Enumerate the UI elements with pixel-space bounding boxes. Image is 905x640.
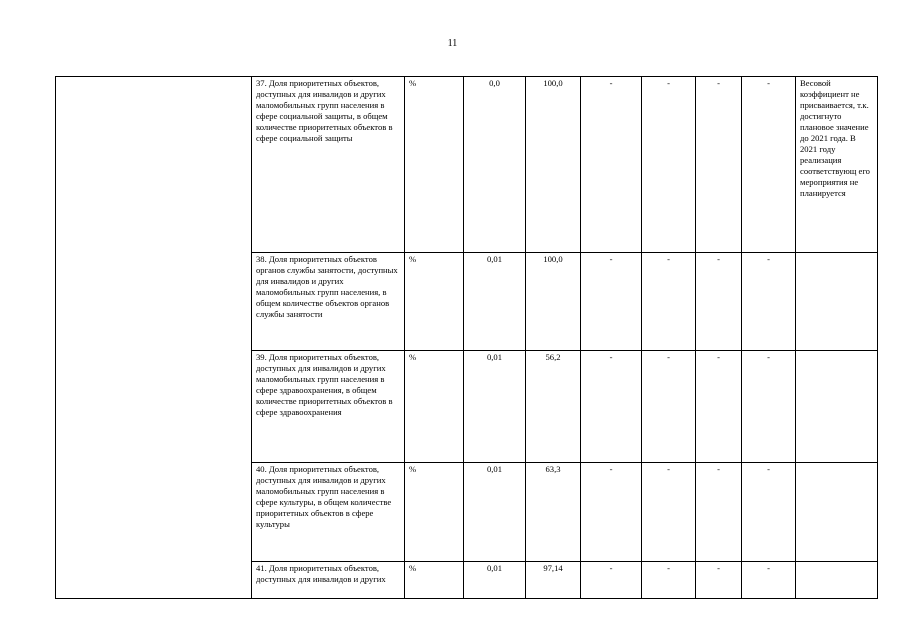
indicator-name-cell: 37. Доля приоритетных объектов, доступных для инвалидов и других маломобильных групп населения в сфере социальной защиты, в общем количестве приоритетных объектов в сфере социальной защиты	[252, 77, 405, 253]
base-value-cell: 0,01	[464, 562, 526, 599]
note-cell	[796, 463, 878, 562]
dash-cell: -	[642, 463, 696, 562]
base-value-cell: 0,0	[464, 77, 526, 253]
indicator-name-cell: 39. Доля приоритетных объектов, доступных для инвалидов и других маломобильных групп населения в сфере здравоохранения, в общем количестве приоритетных объектов в сфере здравоохранения	[252, 351, 405, 463]
dash-cell: -	[742, 351, 796, 463]
note-cell	[796, 351, 878, 463]
dash-cell: -	[642, 562, 696, 599]
dash-cell: -	[642, 351, 696, 463]
base-value-cell: 0,01	[464, 253, 526, 351]
dash-cell: -	[581, 253, 642, 351]
target-value-cell: 100,0	[526, 253, 581, 351]
target-value-cell: 100,0	[526, 77, 581, 253]
target-value-cell: 63,3	[526, 463, 581, 562]
unit-cell: %	[405, 77, 464, 253]
dash-cell: -	[742, 562, 796, 599]
unit-cell: %	[405, 463, 464, 562]
unit-cell: %	[405, 351, 464, 463]
note-cell	[796, 253, 878, 351]
indicator-name-cell: 38. Доля приоритетных объектов органов службы занятости, доступных для инвалидов и других маломобильных групп населения, в общем количестве объектов органов службы занятости	[252, 253, 405, 351]
base-value-cell: 0,01	[464, 463, 526, 562]
dash-cell: -	[581, 351, 642, 463]
dash-cell: -	[696, 562, 742, 599]
target-value-cell: 56,2	[526, 351, 581, 463]
indicators-table	[55, 76, 878, 599]
indicator-name-cell: 41. Доля приоритетных объектов, доступных для инвалидов и других	[252, 562, 405, 599]
base-value-cell: 0,01	[464, 351, 526, 463]
dash-cell: -	[742, 77, 796, 253]
dash-cell: -	[696, 351, 742, 463]
dash-cell: -	[742, 253, 796, 351]
empty-cell	[56, 77, 252, 599]
target-value-cell: 97,14	[526, 562, 581, 599]
table-row	[56, 77, 878, 253]
unit-cell: %	[405, 253, 464, 351]
dash-cell: -	[642, 253, 696, 351]
dash-cell: -	[581, 77, 642, 253]
dash-cell: -	[581, 562, 642, 599]
dash-cell: -	[696, 463, 742, 562]
dash-cell: -	[642, 77, 696, 253]
dash-cell: -	[696, 253, 742, 351]
note-cell	[796, 562, 878, 599]
note-cell: Весовой коэффициент не присваивается, т.к. достигнуто плановое значение до 2021 года. В 2021 году реализация соответствующ его мероприятия не планируется	[796, 77, 878, 253]
unit-cell: %	[405, 562, 464, 599]
dash-cell: -	[696, 77, 742, 253]
indicator-name-cell: 40. Доля приоритетных объектов, доступных для инвалидов и других маломобильных групп населения в сфере культуры, в общем количестве приоритетных объектов в сфере культуры	[252, 463, 405, 562]
dash-cell: -	[742, 463, 796, 562]
page-number: 11	[447, 38, 458, 49]
dash-cell: -	[581, 463, 642, 562]
